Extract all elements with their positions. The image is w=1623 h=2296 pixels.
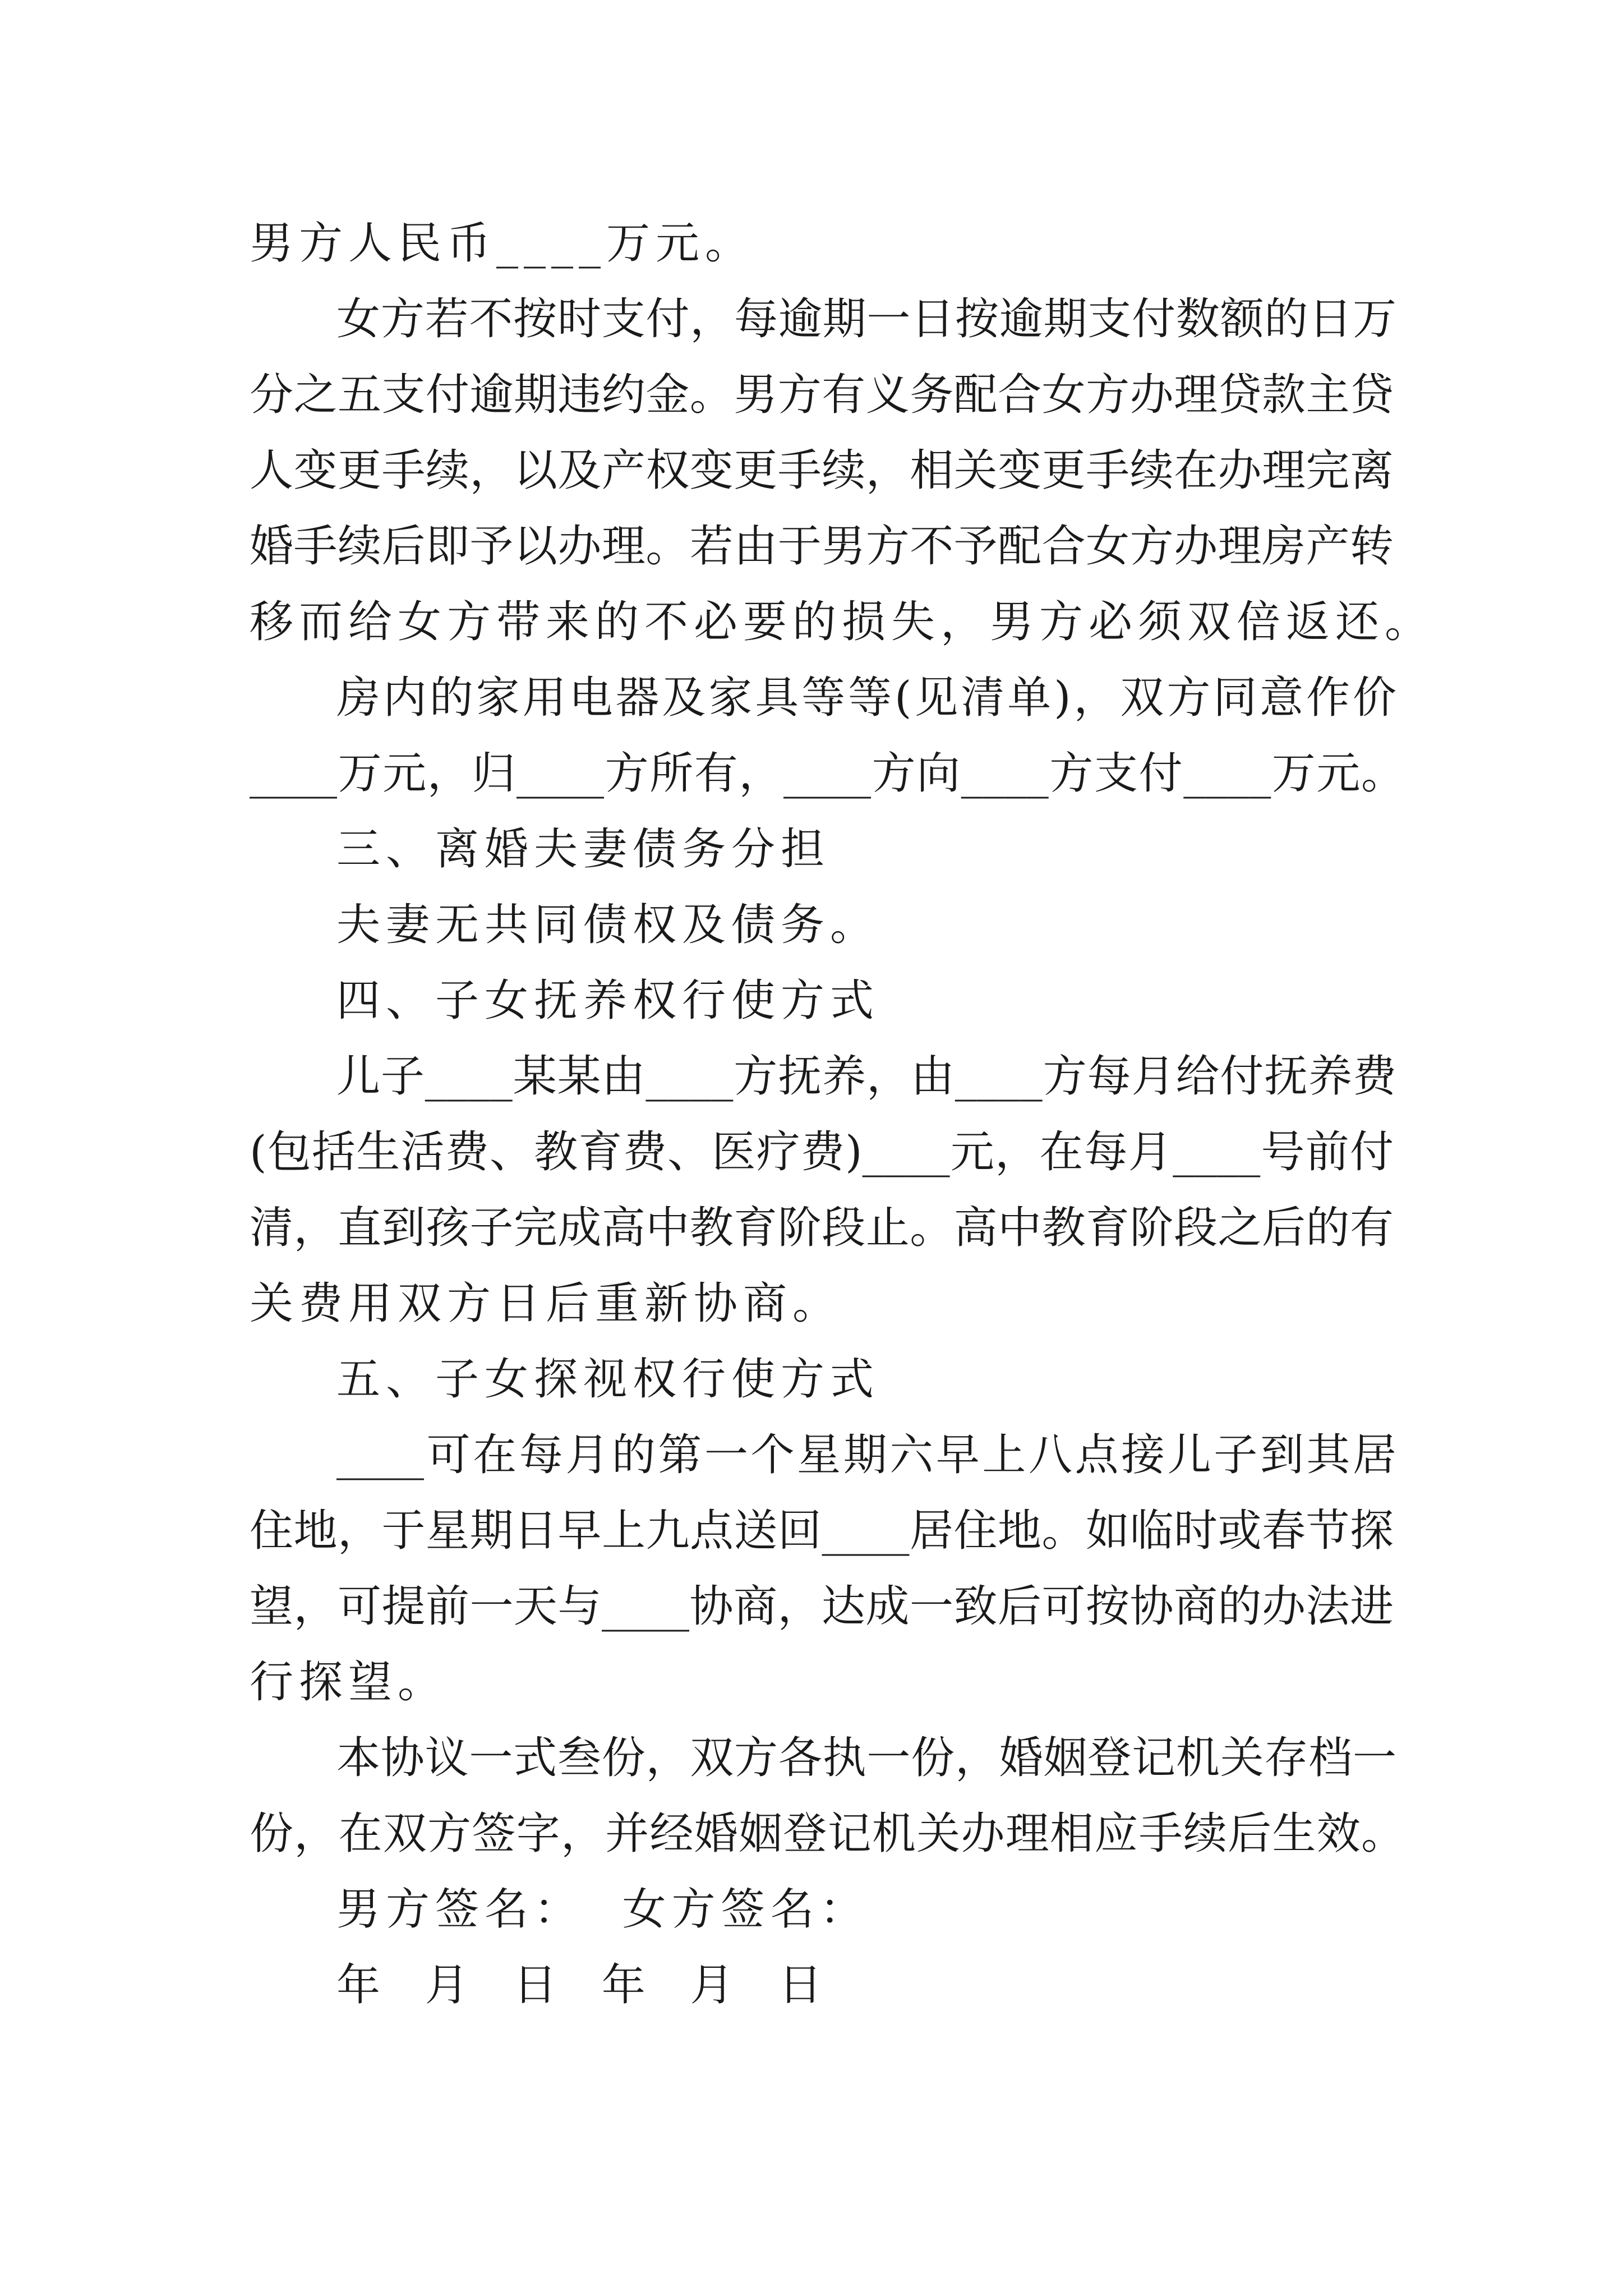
- section-heading: 四、子女抚养权行使方式: [336, 976, 880, 1026]
- text-line: 行探望。: [250, 1657, 448, 1708]
- section-heading: 三、离婚夫妻债务分担: [336, 824, 831, 875]
- text-line: 清，直到孩子完成高中教育阶段止。高中教育阶段之后的有: [250, 1203, 1394, 1253]
- text-line: ____万元，归____方所有，____方向____方支付____万元。: [250, 748, 1405, 799]
- text-line: 女方若不按时支付，每逾期一日按逾期支付数额的日万: [336, 294, 1396, 344]
- text-line: (包括生活费、教育费、医疗费)____元，在每月____号前付: [250, 1127, 1394, 1177]
- section-heading: 五、子女探视权行使方式: [336, 1354, 880, 1405]
- text-line: 婚手续后即予以办理。若由于男方不予配合女方办理房产转: [250, 521, 1394, 572]
- text-line: 望，可提前一天与____协商，达成一致后可按协商的办法进: [250, 1581, 1394, 1632]
- text-line: 夫妻无共同债权及债务。: [336, 900, 880, 950]
- text-line: 移而给女方带来的不必要的损失，男方必须双倍返还。: [250, 597, 1435, 647]
- text-line: 本协议一式叁份，双方各执一份，婚姻登记机关存档一: [336, 1733, 1396, 1783]
- signature-line: 男方签名： 女方签名：: [336, 1884, 869, 1935]
- text-line: 住地，于星期日早上九点送回____居住地。如临时或春节探: [250, 1506, 1394, 1556]
- text-line: 男方人民币____万元。: [250, 218, 755, 269]
- text-line: 份，在双方签字，并经婚姻登记机关办理相应手续后生效。: [250, 1809, 1405, 1859]
- text-line: ____可在每月的第一个星期六早上八点接儿子到其居: [336, 1430, 1396, 1480]
- text-line: 人变更手续，以及产权变更手续，相关变更手续在办理完离: [250, 445, 1394, 496]
- date-line: 年 月 日 年 月 日: [336, 1960, 828, 2010]
- text-line: 分之五支付逾期违约金。男方有义务配合女方办理贷款主贷: [250, 370, 1394, 420]
- text-line: 儿子____某某由____方抚养，由____方每月给付抚养费: [336, 1051, 1396, 1102]
- text-line: 房内的家用电器及家具等等(见清单)，双方同意作价: [336, 673, 1396, 723]
- text-line: 关费用双方日后重新协商。: [250, 1278, 842, 1329]
